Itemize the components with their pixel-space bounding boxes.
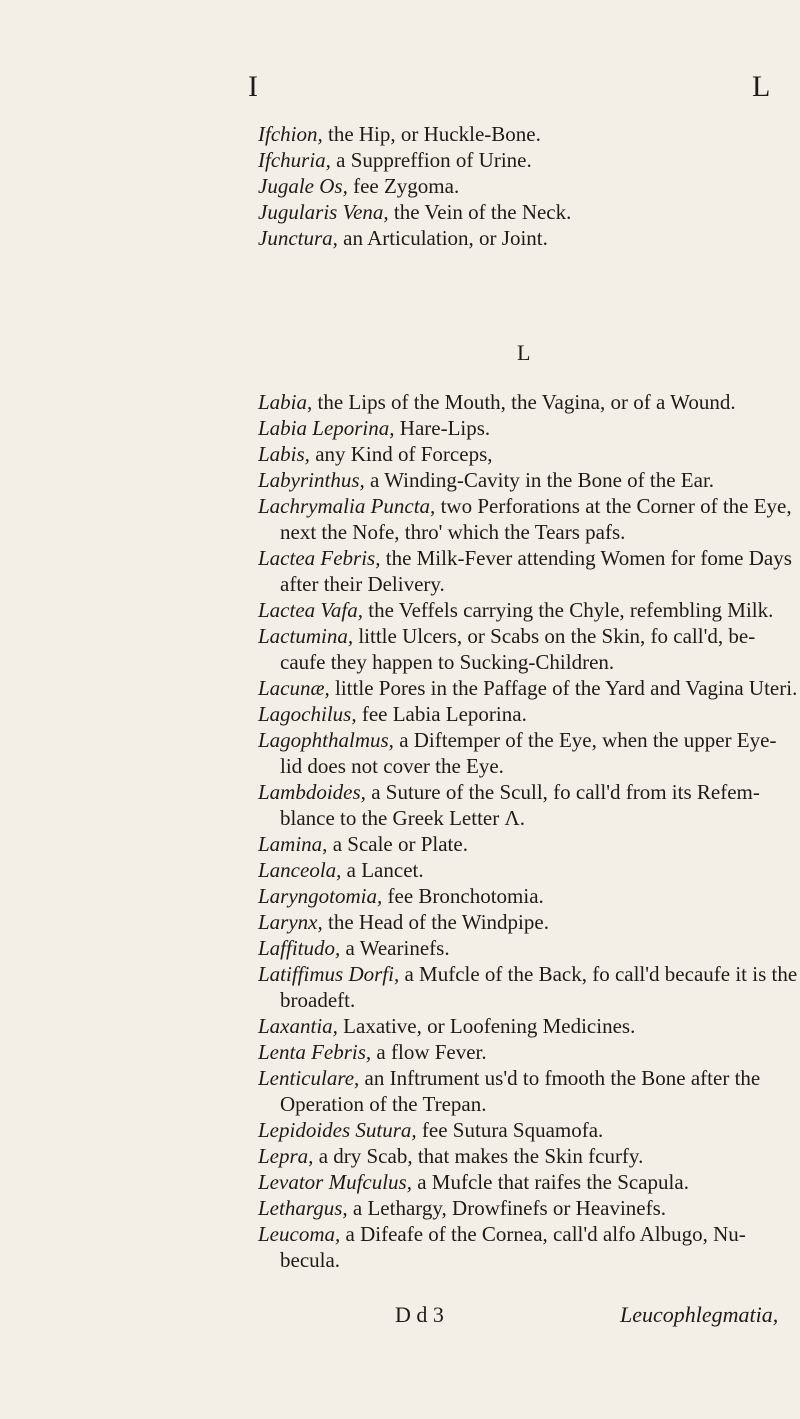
entry-term: Levator Mufculus,	[258, 1170, 412, 1194]
entry-definition: a Scale or Plate.	[332, 832, 468, 856]
dictionary-entry	[258, 199, 798, 225]
entry-term: Lactumina,	[258, 624, 354, 648]
entry-term: Junctura,	[258, 226, 338, 250]
entry-term: Lenticulare,	[258, 1066, 360, 1090]
entry-term: Laryngotomia,	[258, 884, 383, 908]
entry-definition: a Lancet.	[346, 858, 424, 882]
entry-term: Lethargus,	[258, 1196, 348, 1220]
dictionary-entry	[258, 173, 798, 199]
entry-definition: a Wearinefs.	[345, 936, 450, 960]
entry-definition: a Difeafe of the Cornea, call'd alfo Albugo, Nu-becula.	[280, 1222, 746, 1272]
dictionary-entry	[258, 779, 798, 831]
entry-term: Laffitudo,	[258, 936, 341, 960]
dictionary-entry	[258, 225, 798, 251]
running-head-right: L	[752, 70, 771, 103]
entry-definition: the Milk-Fever attending Women for fome Days after their Delivery.	[280, 546, 792, 596]
entry-definition: little Pores in the Paffage of the Yard and Vagina Uteri.	[335, 676, 798, 700]
entry-term: Lamina,	[258, 832, 328, 856]
entry-definition: an Articulation, or Joint.	[343, 226, 548, 250]
entry-definition: little Ulcers, or Scabs on the Skin, fo call'd, be-caufe they happen to Sucking-Children.	[280, 624, 756, 674]
dictionary-entry	[258, 831, 798, 857]
dictionary-entry	[258, 883, 798, 909]
entry-term: Lepidoides Sutura,	[258, 1118, 417, 1142]
entries-l	[258, 389, 798, 1273]
entry-term: Jugularis Vena,	[258, 200, 389, 224]
entries-i	[258, 121, 798, 251]
dictionary-entry	[258, 935, 798, 961]
entry-definition: Laxative, or Loofening Medicines.	[343, 1014, 636, 1038]
entry-term: Latiffimus Dorfi,	[258, 962, 400, 986]
entry-term: Ifchuria,	[258, 148, 331, 172]
dictionary-entry	[258, 545, 798, 597]
dictionary-entry	[258, 1117, 798, 1143]
entry-definition: any Kind of Forceps,	[315, 442, 493, 466]
dictionary-entry	[258, 909, 798, 935]
entry-definition: a Diftemper of the Eye, when the upper Eye-lid does not cover the Eye.	[280, 728, 777, 778]
dictionary-entry	[258, 147, 798, 173]
entry-term: Lacunæ,	[258, 676, 330, 700]
signature-mark: D d 3	[395, 1302, 444, 1327]
dictionary-entry	[258, 467, 798, 493]
dictionary-entry	[258, 1143, 798, 1169]
entry-term: Labia,	[258, 390, 313, 414]
entry-term: Lactea Vafa,	[258, 598, 363, 622]
dictionary-entry	[258, 623, 798, 675]
entry-term: Jugale Os,	[258, 174, 348, 198]
dictionary-entry	[258, 701, 798, 727]
entry-definition: a Winding-Cavity in the Bone of the Ear.	[370, 468, 715, 492]
entry-term: Lenta Febris,	[258, 1040, 372, 1064]
dictionary-entry	[258, 961, 798, 1013]
entry-term: Labia Leporina,	[258, 416, 395, 440]
entry-definition: fee Sutura Squamofa.	[421, 1118, 604, 1142]
entry-term: Lactea Febris,	[258, 546, 381, 570]
entry-definition: the Hip, or Huckle-Bone.	[327, 122, 541, 146]
dictionary-entry	[258, 727, 798, 779]
entry-term: Lanceola,	[258, 858, 342, 882]
dictionary-entry	[258, 1065, 798, 1117]
dictionary-entry	[258, 1013, 798, 1039]
dictionary-entry	[258, 389, 798, 415]
entry-definition: the Vein of the Neck.	[393, 200, 572, 224]
entry-definition: a Lethargy, Drowfinefs or Heavinefs.	[352, 1196, 667, 1220]
dictionary-entry	[258, 675, 798, 701]
entry-definition: the Lips of the Mouth, the Vagina, or of a Wound.	[317, 390, 736, 414]
dictionary-entry	[258, 857, 798, 883]
entry-term: Larynx,	[258, 910, 323, 934]
section-letter: L	[517, 340, 531, 365]
entry-definition: an Inftrument us'd to fmooth the Bone after the Operation of the Trepan.	[280, 1066, 761, 1116]
entry-term: Lambdoides,	[258, 780, 366, 804]
entry-definition: a flow Fever.	[376, 1040, 487, 1064]
dictionary-entry	[258, 1169, 798, 1195]
entry-definition: fee Labia Leporina.	[361, 702, 527, 726]
entry-term: Lepra,	[258, 1144, 314, 1168]
entry-definition: the Veffels carrying the Chyle, refembling Milk.	[368, 598, 774, 622]
entry-definition: a Suppreffion of Urine.	[336, 148, 532, 172]
entry-definition: a Mufcle of the Back, fo call'd becaufe it is the broadeft.	[280, 962, 798, 1012]
entry-term: Laxantia,	[258, 1014, 338, 1038]
entry-definition: a Mufcle that raifes the Scapula.	[417, 1170, 689, 1194]
dictionary-entry	[258, 121, 798, 147]
running-head-left: I	[248, 70, 258, 103]
entry-term: Lachrymalia Puncta,	[258, 494, 436, 518]
dictionary-entry	[258, 597, 798, 623]
dictionary-entry	[258, 1221, 798, 1273]
dictionary-entry	[258, 493, 798, 545]
entry-definition: fee Bronchotomia.	[387, 884, 544, 908]
dictionary-entry	[258, 1039, 798, 1065]
entry-term: Leucoma,	[258, 1222, 341, 1246]
entry-definition: two Perforations at the Corner of the Eye, next the Nofe, thro' which the Tears pafs.	[280, 494, 792, 544]
entry-term: Ifchion,	[258, 122, 323, 146]
catchword: Leucophlegmatia,	[620, 1302, 779, 1327]
entry-term: Lagochilus,	[258, 702, 357, 726]
entry-term: Labyrinthus,	[258, 468, 365, 492]
dictionary-entry	[258, 415, 798, 441]
entry-term: Lagophthalmus,	[258, 728, 394, 752]
entry-term: Labis,	[258, 442, 310, 466]
dictionary-entry	[258, 441, 798, 467]
entry-definition: a Suture of the Scull, fo call'd from its Refem-blance to the Greek Letter Λ.	[280, 780, 760, 830]
entry-definition: fee Zygoma.	[353, 174, 460, 198]
dictionary-entry	[258, 1195, 798, 1221]
entry-definition: a dry Scab, that makes the Skin fcurfy.	[318, 1144, 644, 1168]
entry-definition: Hare-Lips.	[399, 416, 491, 440]
entry-definition: the Head of the Windpipe.	[328, 910, 549, 934]
